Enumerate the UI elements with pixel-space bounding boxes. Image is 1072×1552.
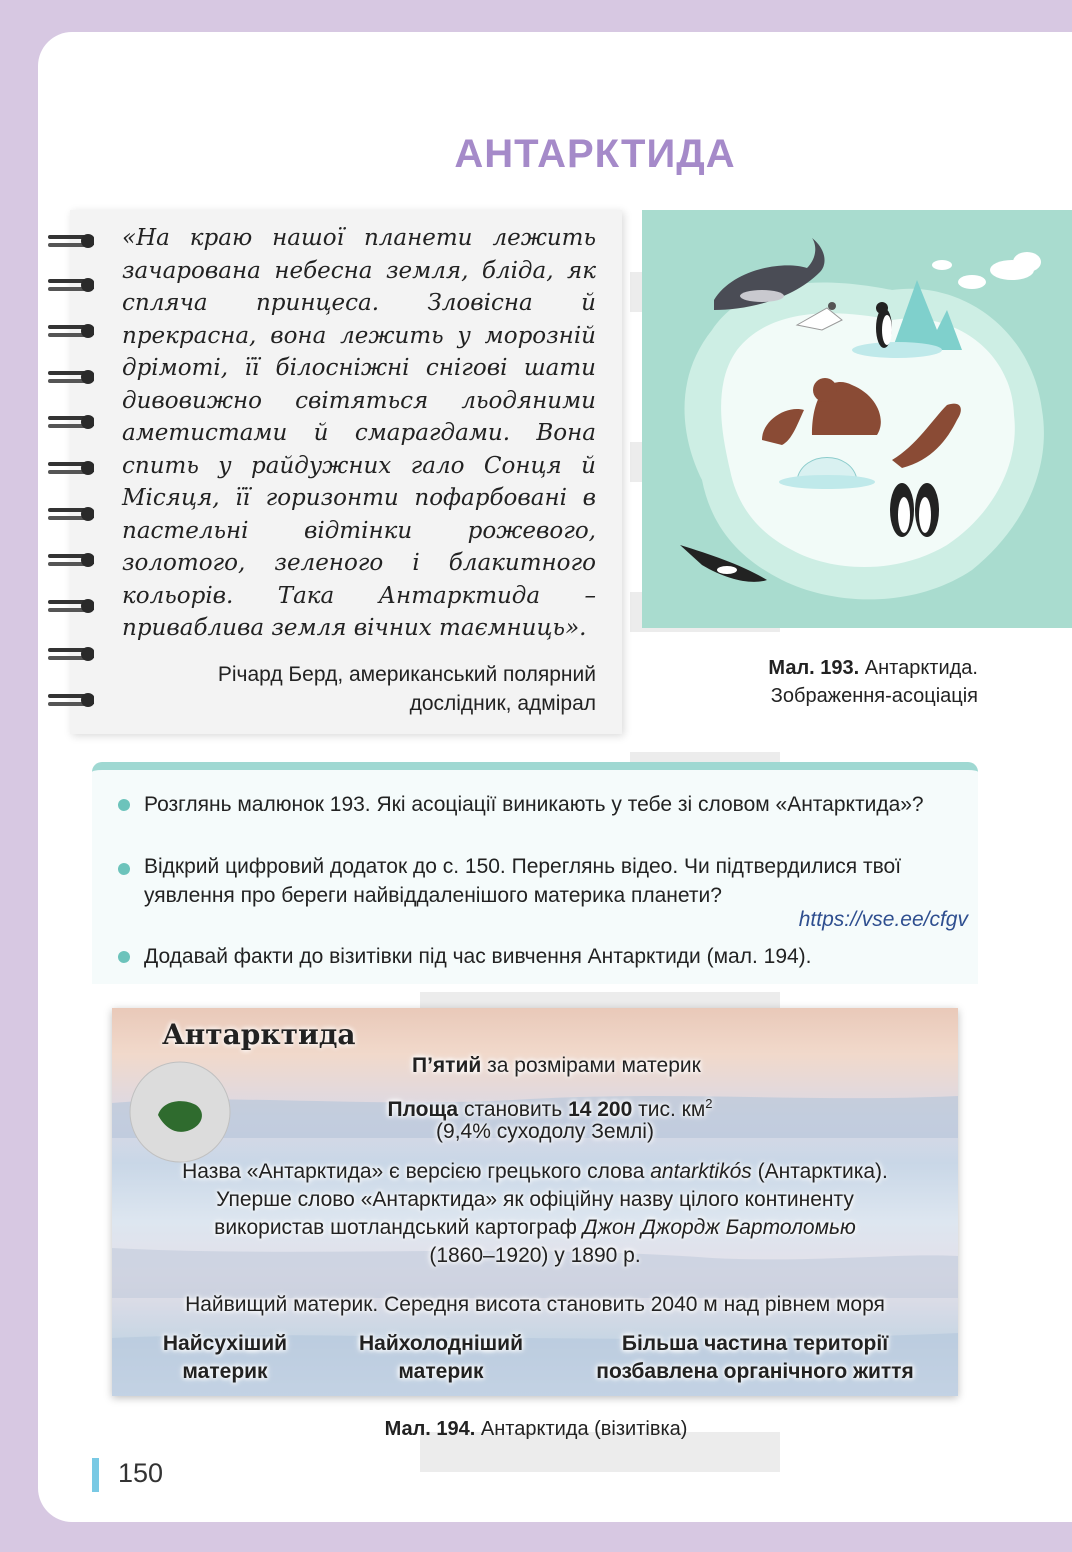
- figure-193-title: Антарктида.: [864, 657, 978, 679]
- card-title: Антарктида: [162, 1018, 356, 1051]
- fact-name-line-1: Назва «Антарктида» є версією грецького слова antarktikós (Антарктика).: [182, 1160, 888, 1183]
- quote-text: «На краю нашої планети лежить зачарована небесна земля, бліда, як спляча принцеса. Зловісна й прекрасна, вона лежить у морозній дрімоті, її білосніжні снігові шати дивовижно світяться льодяними аметистами й смарагдами. Вона спить у райдужних гало Сонця й Місяця, її горизонти пофарбовані в пастельні відтінки рожевого, золотого, зеленого і блакитного кольорів. Така Антарктида – приваблива земля вічних таємниць».: [122, 225, 596, 641]
- spiral-ring-icon: [48, 367, 94, 385]
- question-1: Розглянь малюнок 193. Які асоціації виникають у тебе зі словом «Антарктида»?: [144, 793, 924, 816]
- bullet-icon: [118, 799, 130, 811]
- spiral-ring-icon: [48, 596, 94, 614]
- question-2: Відкрий цифровий додаток до с. 150. Переглянь відео. Чи підтвердилися твої уявлення про береги найвіддаленішого материка планети?: [144, 855, 902, 907]
- spiral-ring-icon: [48, 458, 94, 476]
- antarctica-card: [112, 1008, 958, 1396]
- fact-coldest: Найхолодніший материк: [358, 1332, 523, 1383]
- bullet-icon: [118, 951, 130, 963]
- figure-194-title: Антарктида (візитівка): [480, 1418, 688, 1440]
- question-3: Додавай факти до візитівки під час вивчення Антарктиди (мал. 194).: [144, 945, 812, 968]
- page-number: 150: [118, 1458, 164, 1488]
- spiral-ring-icon: [48, 690, 94, 708]
- fact-name-line-4: (1860–1920) у 1890 р.: [429, 1244, 641, 1267]
- page-number-bar: [92, 1458, 99, 1492]
- figure-194-label: Мал. 194.: [384, 1418, 476, 1440]
- antarctica-illustration: [642, 210, 1072, 628]
- spiral-ring-icon: [48, 412, 94, 430]
- cloud-icon: [932, 252, 1041, 289]
- spiral-ring-icon: [48, 321, 94, 339]
- figure-193-subtitle: Зображення-асоціація: [770, 685, 978, 707]
- fact-driest: Найсухіший материк: [162, 1332, 288, 1383]
- page-title: АНТАРКТИДА: [454, 132, 736, 176]
- fact-height: Найвищий материк. Середня висота становить 2040 м над рівнем моря: [185, 1293, 885, 1316]
- fact-lifeless: Більша частина території позбавлена органічного життя: [596, 1332, 914, 1383]
- spiral-ring-icon: [48, 231, 94, 249]
- fact-fifth: П’ятий за розмірами материк: [412, 1054, 701, 1077]
- spiral-ring-icon: [48, 550, 94, 568]
- figure-194-caption: [0, 1418, 1072, 1441]
- figure-193-label: Мал. 193.: [768, 657, 860, 679]
- digital-appendix-link[interactable]: https://vse.ee/cfgv: [798, 908, 968, 931]
- fact-name-line-2: Уперше слово «Антарктида» як офіційну назву цілого континенту: [216, 1188, 854, 1211]
- fact-name-line-3: використав шотландський картограф Джон Джордж Бартоломью: [214, 1216, 856, 1239]
- figure-193-caption: [640, 654, 978, 710]
- spiral-ring-icon: [48, 275, 94, 293]
- quote-author: Річард Берд, американський полярний дослідник, адмірал: [217, 663, 596, 715]
- fact-area: Площа становить 14 200 тис. $км^2$: [387, 1096, 713, 1121]
- fact-area-percent: (9,4% суходолу Землі): [436, 1120, 654, 1143]
- spiral-ring-icon: [48, 504, 94, 522]
- spiral-ring-icon: [48, 644, 94, 662]
- bullet-icon: [118, 863, 130, 875]
